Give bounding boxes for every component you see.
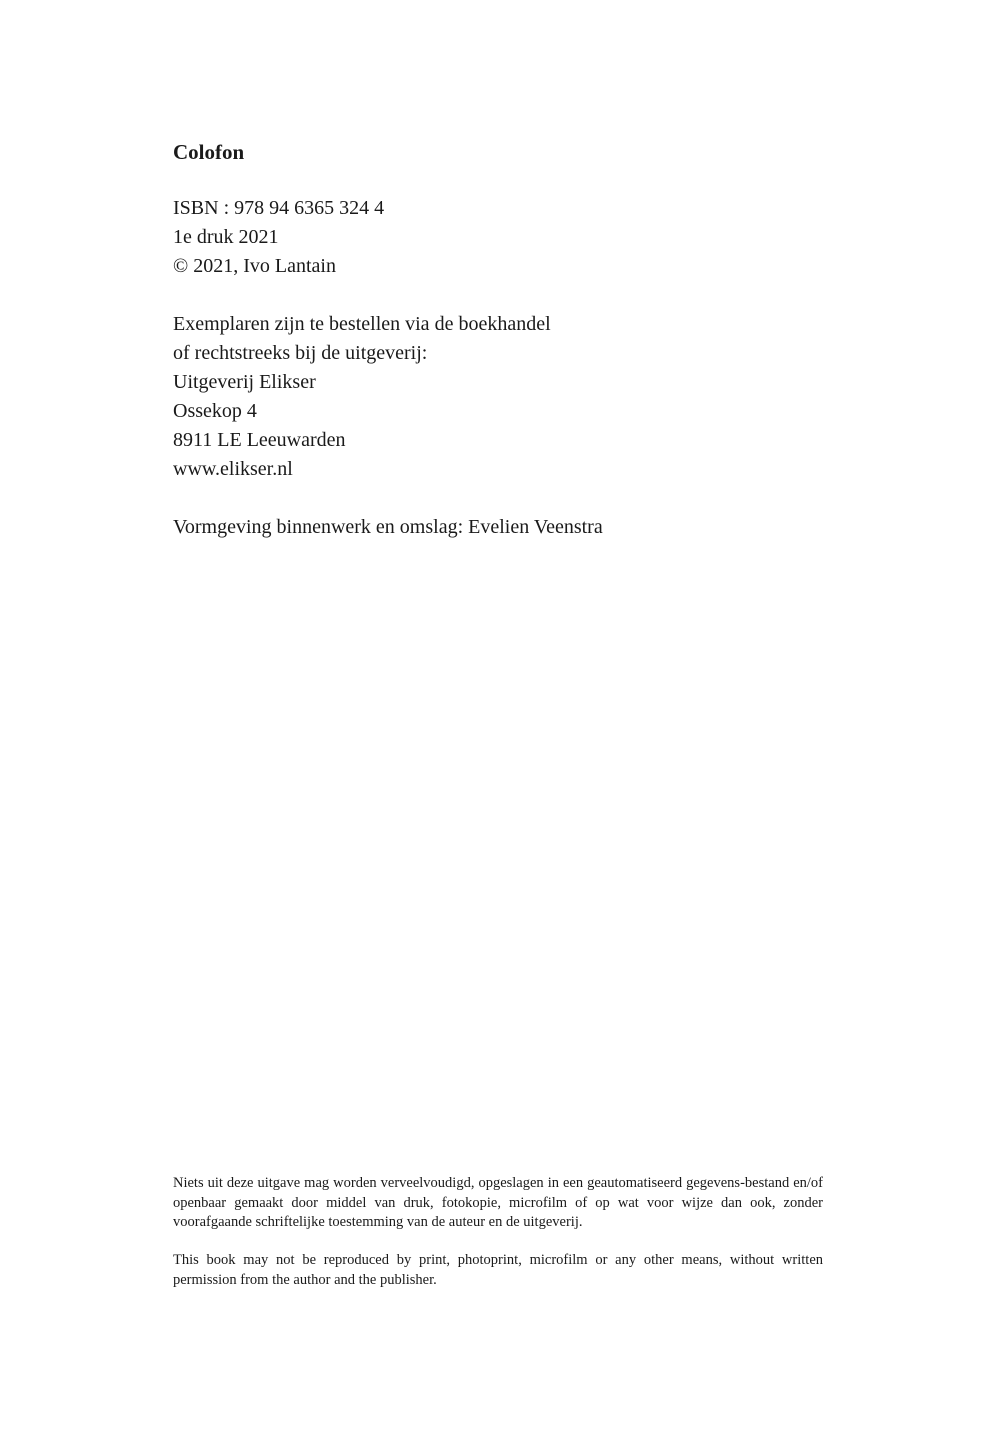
design-credit-block [173,513,603,542]
publication-info [173,194,384,281]
ordering-info [173,310,551,484]
design-credit: Vormgeving binnenwerk en omslag: Evelien Veenstra [173,516,603,538]
edition-text: 1e druk 2021 [173,226,279,248]
ordering-line: of rechtstreeks bij de uitgeverij: [173,342,428,364]
ordering-line: Exemplaren zijn te bestellen via de boekhandel [173,313,551,335]
isbn-text: ISBN : 978 94 6365 324 4 [173,197,385,219]
publisher-name: Uitgeverij Elikser [173,371,316,393]
publisher-city: 8911 LE Leeuwarden [173,429,346,451]
legal-text-english: This book may not be reproduced by print, photoprint, microfilm or any other means, without written permission from the author and the publisher. [173,1252,823,1288]
publisher-street: Ossekop 4 [173,400,257,422]
publisher-website: www.elikser.nl [173,458,293,480]
legal-notice-english [173,1251,823,1290]
legal-notice-dutch [173,1174,823,1233]
legal-text-dutch: Niets uit deze uitgave mag worden verveelvoudigd, opgeslagen in een geautomatiseerd gegevens-bestand en/of openbaar gemaakt door middel van druk, fotokopie, microfilm of op wat voor wijze dan ook, zonder voorafgaande schriftelijke toestemming van de auteur en de uitgeverij. [173,1175,823,1230]
copyright-text: © 2021, Ivo Lantain [173,255,336,277]
page-title: Colofon [173,140,245,164]
